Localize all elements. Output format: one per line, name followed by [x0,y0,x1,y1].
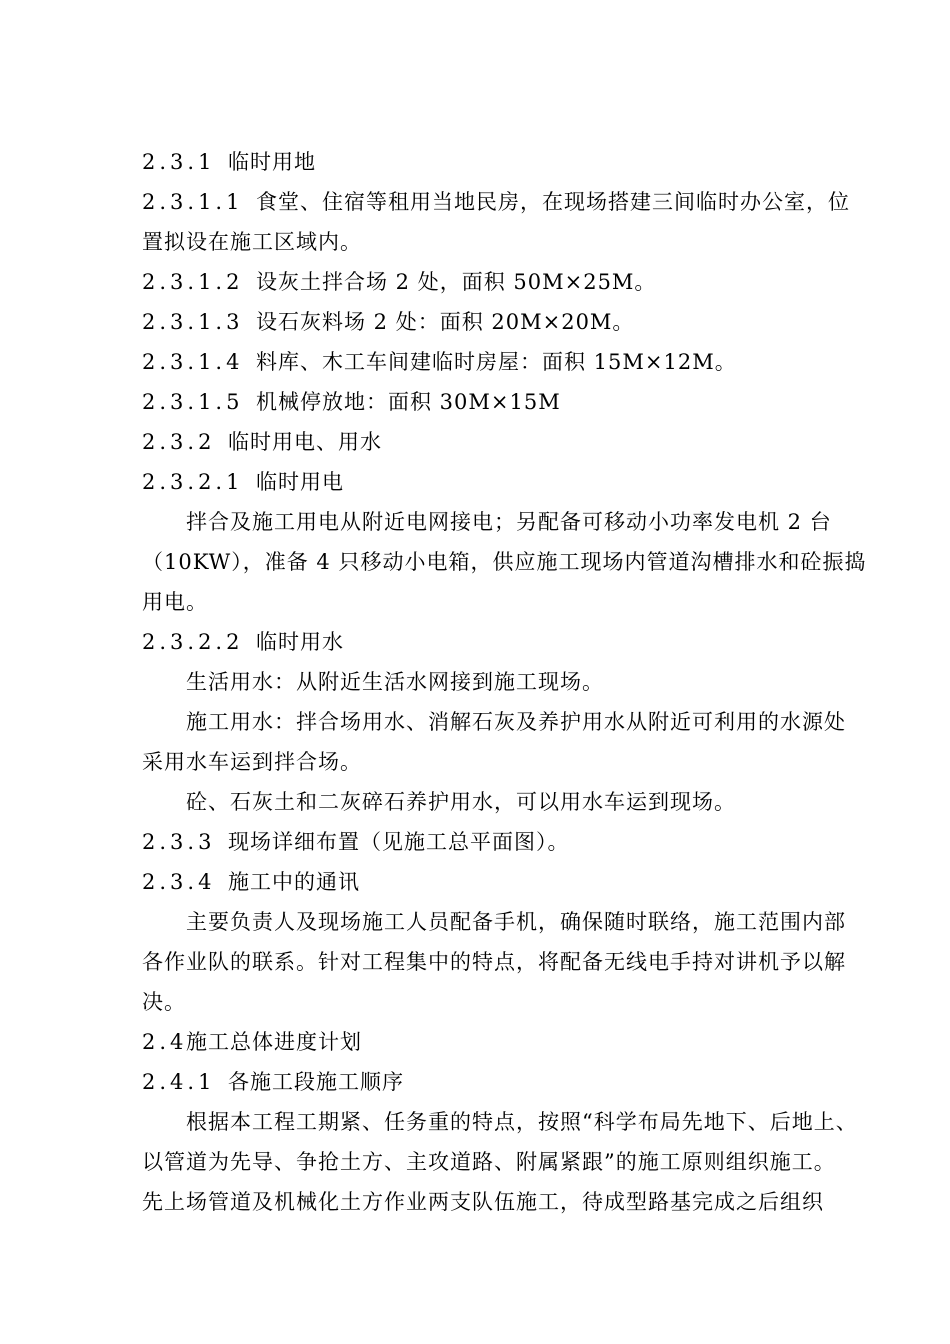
paragraph-text: 施工用水：拌合场用水、消解石灰及养护用水从附近可利用的水源处 [186,710,846,734]
item-text: 设石灰料场 2 处：面积 20M×20M。 [256,310,635,334]
section-title: 现场详细布置（见施工总平面图）。 [228,830,570,854]
item-text: 设灰土拌合场 2 处，面积 50M×25M。 [256,270,657,294]
section-number: 2.3.2 [142,430,216,454]
heading-2-3-1 [142,142,862,182]
paragraph-line [142,942,862,982]
paragraph-line [142,982,862,1022]
item-text: 食堂、住宿等租用当地民房，在现场搭建三间临时办公室，位 [256,190,850,214]
paragraph-line [142,582,862,622]
section-number: 2.3.1.4 [142,350,244,374]
paragraph-line [186,1102,862,1142]
item-text: 机械停放地：面积 30M×15M [256,390,561,414]
paragraph-text: 根据本工程工期紧、任务重的特点，按照“科学布局先地下、后地上、 [186,1110,858,1134]
paragraph-line [186,702,862,742]
section-number: 2.3.3 [142,830,216,854]
paragraph-line [186,502,862,542]
section-number: 2.3.1.2 [142,270,244,294]
section-title: 临时用水 [256,630,344,654]
section-number: 2.3.2.2 [142,630,244,654]
section-title: 施工总体进度计划 [186,1030,362,1054]
section-title: 施工中的通讯 [228,870,360,894]
heading-2-4 [142,1022,862,1062]
heading-2-3-2-1 [142,462,862,502]
paragraph-line [186,782,862,822]
section-title: 各施工段施工顺序 [228,1070,404,1094]
item-2-3-1-5 [142,382,862,422]
item-2-3-1-3 [142,302,862,342]
section-number: 2.3.2.1 [142,470,244,494]
section-number: 2.3.1.3 [142,310,244,334]
paragraph-text: 各作业队的联系。针对工程集中的特点，将配备无线电手持对讲机予以解 [142,950,846,974]
paragraph-text: （10KW），准备 4 只移动小电箱，供应施工现场内管道沟槽排水和砼振捣 [142,550,867,574]
section-number: 2.3.1.1 [142,190,244,214]
section-title: 临时用电 [256,470,344,494]
paragraph-line [142,542,867,582]
section-title: 临时用电、用水 [228,430,382,454]
paragraph-text: 用电。 [142,590,208,614]
item-2-3-1-1 [142,182,862,222]
section-number: 2.3.1.5 [142,390,244,414]
item-text: 料库、木工车间建临时房屋：面积 15M×12M。 [256,350,737,374]
paragraph-text: 砼、石灰土和二灰碎石养护用水，可以用水车运到现场。 [186,790,736,814]
heading-2-4-1 [142,1062,862,1102]
paragraph-text: 采用水车运到拌合场。 [142,750,362,774]
item-2-3-1-2 [142,262,862,302]
section-number: 2.4.1 [142,1070,216,1094]
item-2-3-1-4 [142,342,862,382]
paragraph-text: 决。 [142,990,186,1014]
heading-2-3-2-2 [142,622,862,662]
paragraph-text: 主要负责人及现场施工人员配备手机，确保随时联络，施工范围内部 [186,910,846,934]
heading-2-3-4 [142,862,862,902]
heading-2-3-3 [142,822,862,862]
paragraph-text: 生活用水：从附近生活水网接到施工现场。 [186,670,604,694]
paragraph-line [142,1182,862,1222]
paragraph-line [186,902,862,942]
item-text: 置拟设在施工区域内。 [142,230,362,254]
section-title: 临时用地 [228,150,316,174]
paragraph-text: 先上场管道及机械化土方作业两支队伍施工，待成型路基完成之后组织 [142,1190,824,1214]
paragraph-line [142,1142,862,1182]
paragraph-line [142,742,862,782]
section-number: 2.4 [142,1030,188,1054]
section-number: 2.3.4 [142,870,216,894]
heading-2-3-2 [142,422,862,462]
paragraph-line [142,222,862,262]
paragraph-text: 拌合及施工用电从附近电网接电；另配备可移动小功率发电机 2 台 [186,510,832,534]
section-number: 2.3.1 [142,150,216,174]
paragraph-line [186,662,862,702]
paragraph-text: 以管道为先导、争抢土方、主攻道路、附属紧跟”的施工原则组织施工。 [142,1150,836,1174]
